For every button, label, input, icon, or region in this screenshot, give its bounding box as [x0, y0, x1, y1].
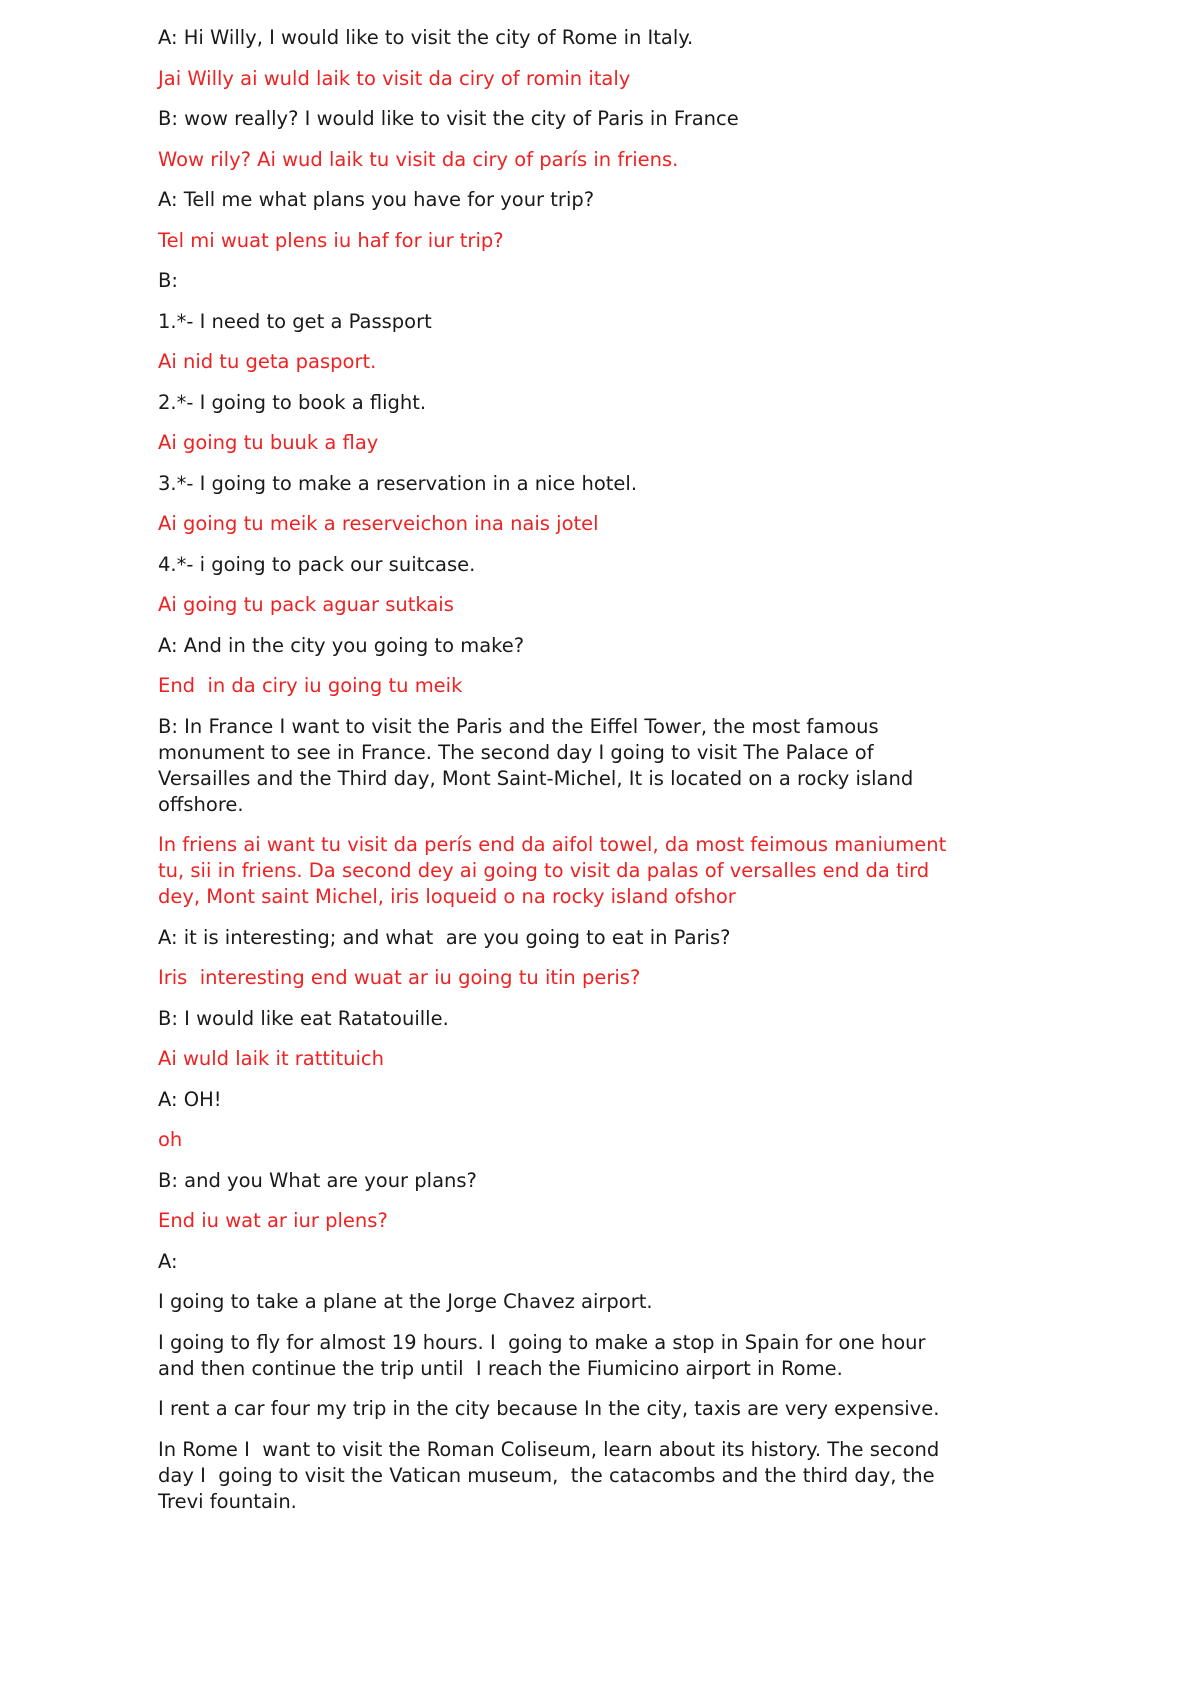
pronunciation-line: Jai Willy ai wuld laik to visit da ciry of romin italy — [158, 66, 631, 90]
dialogue-line-b: B: wow really? I would like to visit the city of Paris in France — [158, 107, 739, 130]
plan-item: 3.*- I going to make a reservation in a nice hotel. — [158, 471, 638, 495]
dialogue-line-b: B: In France I want to visit the Paris and the Eiffel Tower, the most famous monument to see in France. The second day I going to visit The Palace of Versailles and the Third day, Mont Saint-Michel, It is located on a rocky island offshore. — [158, 714, 920, 816]
dialogue-line-a: A: OH! — [158, 1087, 222, 1111]
pronunciation-line: Ai going tu meik a reserveichon ina nais jotel — [158, 512, 599, 535]
speaker-label-a: A: — [158, 1249, 178, 1273]
plan-paragraph: I going to fly for almost 19 hours. I going to make a stop in Spain for one hour and then continue the trip until I reach the Fiumicino airport in Rome. — [158, 1330, 932, 1380]
pronunciation-line: Ai going tu buuk a flay — [158, 431, 379, 454]
dialogue-line-a: A: And in the city you going to make? — [158, 633, 525, 657]
plan-item: 1.*- I need to get a Passport — [158, 309, 432, 333]
pronunciation-line: Ai going tu pack aguar sutkais — [158, 593, 454, 616]
plan-item: 4.*- i going to pack our suitcase. — [158, 552, 476, 576]
pronunciation-line: End iu wat ar iur plens? — [158, 1209, 388, 1232]
speaker-label-b: B: — [158, 269, 178, 292]
plan-paragraph: In Rome I want to visit the Roman Coliseum, learn about its history. The second day I going to visit the Vatican museum, the catacombs and the third day, the Trevi fountain. — [158, 1437, 946, 1513]
pronunciation-line: End in da ciry iu going tu meik — [158, 674, 463, 697]
pronunciation-line: oh — [158, 1128, 183, 1151]
document-page — [158, 25, 953, 1529]
plan-paragraph: I rent a car four my trip in the city because In the city, taxis are very expensive. — [158, 1397, 940, 1420]
dialogue-line-a: A: it is interesting; and what are you going to eat in Paris? — [158, 925, 731, 949]
pronunciation-line: In friens ai want tu visit da perís end da aifol towel, da most feimous maniument tu, sii in friens. Da second dey ai going to visit da palas of versalles end da tird dey, Mont saint Michel, iris loqueid o na rocky island ofshor — [158, 833, 953, 908]
pronunciation-line: Tel mi wuat plens iu haf for iur trip? — [158, 228, 504, 252]
plan-paragraph: I going to take a plane at the Jorge Chavez airport. — [158, 1290, 653, 1313]
pronunciation-line: Ai wuld laik it rattituich — [158, 1047, 384, 1070]
dialogue-line-b: B: I would like eat Ratatouille. — [158, 1006, 449, 1030]
dialogue-line-a: A: Hi Willy, I would like to visit the city of Rome in Italy. — [158, 26, 694, 49]
dialogue-line-a: A: Tell me what plans you have for your trip? — [158, 188, 595, 211]
pronunciation-line: Wow rily? Ai wud laik tu visit da ciry of parís in friens. — [158, 147, 679, 171]
dialogue-line-b: B: and you What are your plans? — [158, 1168, 477, 1192]
plan-item: 2.*- I going to book a flight. — [158, 390, 427, 414]
pronunciation-line: Iris interesting end wuat ar iu going tu itin peris? — [158, 966, 641, 989]
pronunciation-line: Ai nid tu geta pasport. — [158, 350, 377, 373]
